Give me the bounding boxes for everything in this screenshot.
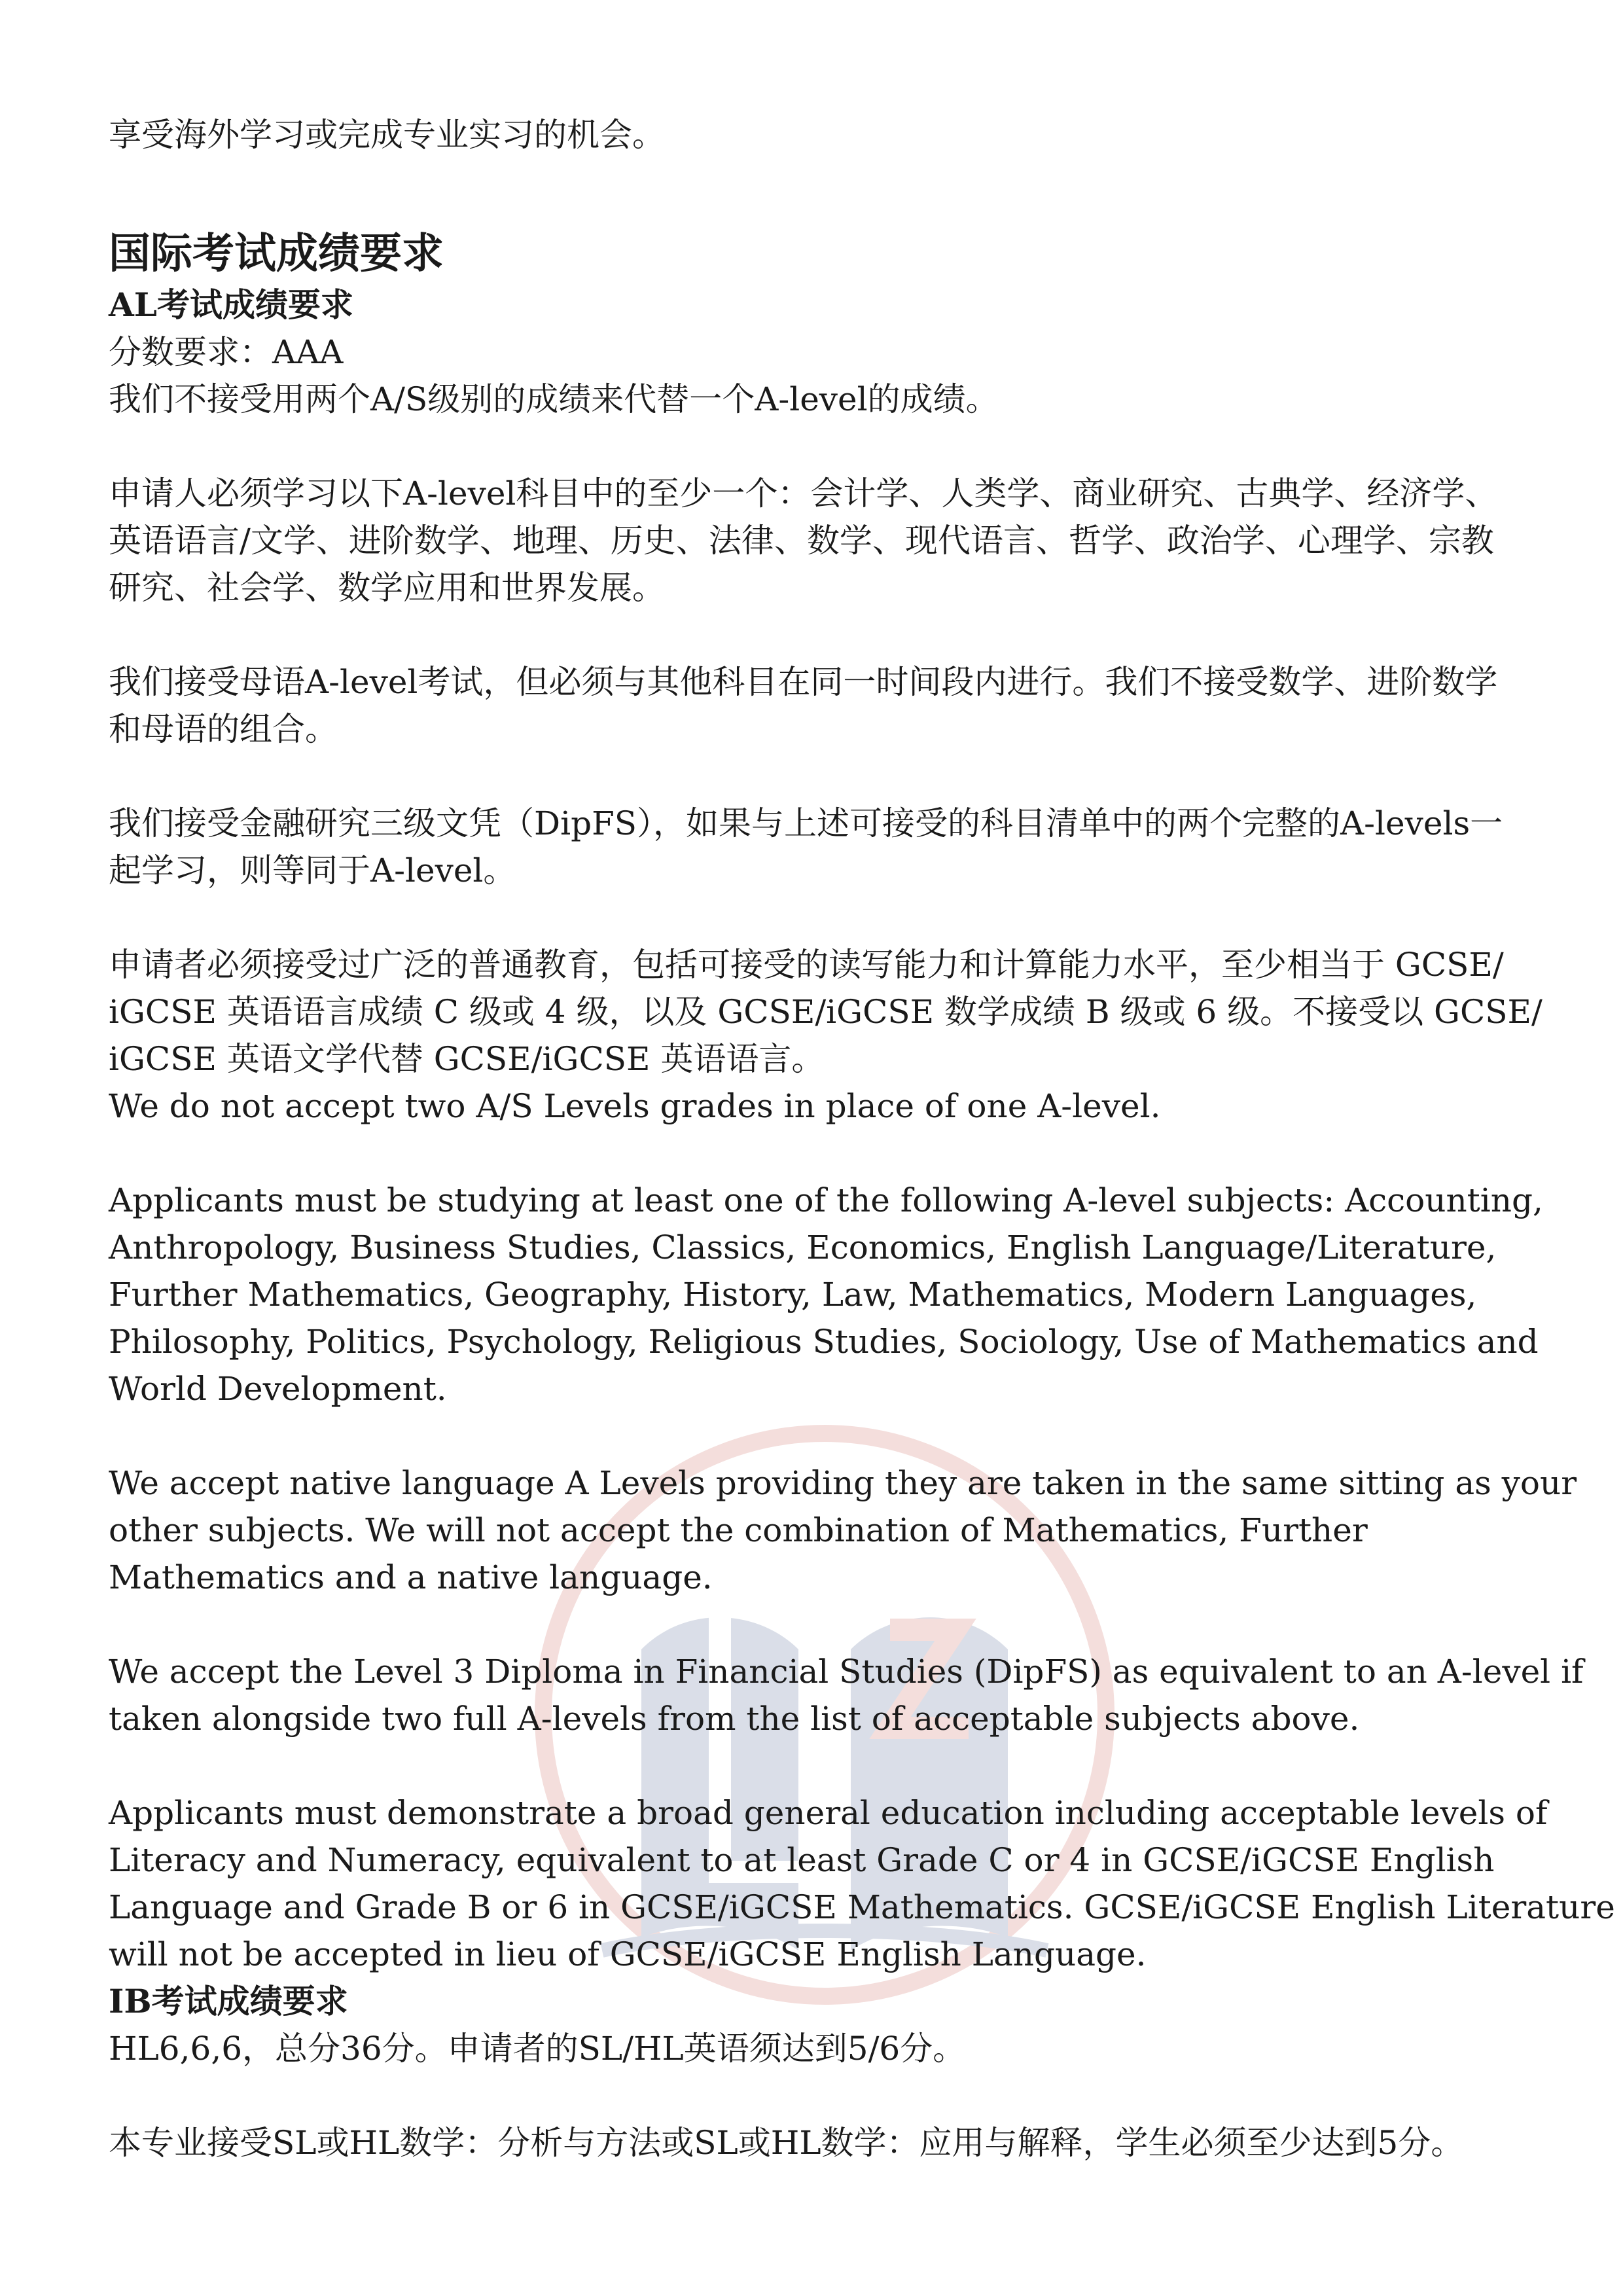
al-gcse-zh-line: iGCSE 英语文学代替 GCSE/iGCSE 英语语言。 [109, 1040, 825, 1078]
al-native-zh-line: 我们接受母语A-level考试，但必须与其他科目在同一时间段内进行。我们不接受数学、进阶数学 [109, 663, 1498, 701]
al-subjects-en-line: Applicants must be studying at least one of the following A-level subjects: Accounting, [109, 1181, 1543, 1219]
ib-heading: IB考试成绩要求 [109, 1982, 348, 2020]
al-gcse-zh [109, 941, 1543, 1083]
al-native-en-line: We accept native language A Levels providing they are taken in the same sitting as your [109, 1464, 1577, 1502]
al-subjects-en-line: World Development. [109, 1370, 447, 1408]
al-gcse-zh-line: iGCSE 英语语言成绩 C 级或 4 级，以及 GCSE/iGCSE 数学成绩 B 级或 6 级。不接受以 GCSE/ [109, 993, 1543, 1031]
al-gcse-en-line: Literacy and Numeracy, equivalent to at least Grade C or 4 in GCSE/iGCSE English [109, 1841, 1495, 1879]
ib-math-line: 本专业接受SL或HL数学：分析与方法或SL或HL数学：应用与解释，学生必须至少达到5分。 [109, 2124, 1464, 2162]
intro-paragraph [109, 111, 1535, 158]
al-native-zh-line: 和母语的组合。 [109, 710, 338, 748]
al-dipfs-en [109, 1648, 1584, 1742]
al-dipfs-en-line: We accept the Level 3 Diploma in Financial Studies (DipFS) as equivalent to an A-level if [109, 1653, 1584, 1691]
al-subjects-en-line: Philosophy, Politics, Psychology, Religious Studies, Sociology, Use of Mathematics and [109, 1323, 1539, 1361]
al-native-en-line: Mathematics and a native language. [109, 1558, 713, 1596]
al-gcse-zh-line: 申请者必须接受过广泛的普通教育，包括可接受的读写能力和计算能力水平，至少相当于 GCSE/ [109, 946, 1504, 984]
al-subjects-zh-line: 研究、社会学、数学应用和世界发展。 [109, 569, 665, 607]
al-gcse-en-line: Language and Grade B or 6 in GCSE/iGCSE Mathematics. GCSE/iGCSE English Literature [109, 1888, 1615, 1926]
al-gcse-en [109, 1789, 1615, 1978]
document-body [109, 111, 1615, 2166]
al-subjects-en-line: Further Mathematics, Geography, History, Law, Mathematics, Modern Languages, [109, 1276, 1477, 1314]
al-dipfs-zh-line: 我们接受金融研究三级文凭（DipFS），如果与上述可接受的科目清单中的两个完整的A-levels一 [109, 804, 1503, 842]
al-native-en-line: other subjects. We will not accept the combination of Mathematics, Further [109, 1511, 1368, 1549]
al-no-as-en: We do not accept two A/S Levels grades in place of one A-level. [109, 1087, 1161, 1125]
al-subjects-en-line: Anthropology, Business Studies, Classics, Economics, English Language/Literature, [109, 1229, 1497, 1266]
intro-line: 享受海外学习或完成专业实习的机会。 [109, 116, 665, 154]
al-subjects-zh-line: 申请人必须学习以下A-level科目中的至少一个：会计学、人类学、商业研究、古典学、经济学、 [109, 475, 1498, 512]
ib-score-line: HL6,6,6，总分36分。申请者的SL/HL英语须达到5/6分。 [109, 2030, 966, 2068]
al-dipfs-zh [109, 800, 1535, 894]
al-no-as-zh: 我们不接受用两个A/S级别的成绩来代替一个A-level的成绩。 [109, 380, 999, 418]
al-heading: AL考试成绩要求 [109, 285, 353, 324]
al-score-line: 分数要求：AAA [109, 333, 344, 371]
al-native-en [109, 1460, 1577, 1601]
al-gcse-en-line: Applicants must demonstrate a broad general education including acceptable levels of [109, 1794, 1548, 1832]
al-gcse-en-line: will not be accepted in lieu of GCSE/iGCSE English Language. [109, 1935, 1147, 1973]
al-subjects-zh [109, 470, 1535, 611]
al-native-zh [109, 658, 1535, 753]
al-dipfs-zh-line: 起学习，则等同于A-level。 [109, 852, 516, 889]
al-subjects-en [109, 1177, 1543, 1412]
section-title: 国际考试成绩要求 [109, 229, 444, 278]
al-subjects-zh-line: 英语语言/文学、进阶数学、地理、历史、法律、数学、现代语言、哲学、政治学、心理学、宗教 [109, 522, 1494, 560]
al-dipfs-en-line: taken alongside two full A-levels from the list of acceptable subjects above. [109, 1700, 1360, 1738]
